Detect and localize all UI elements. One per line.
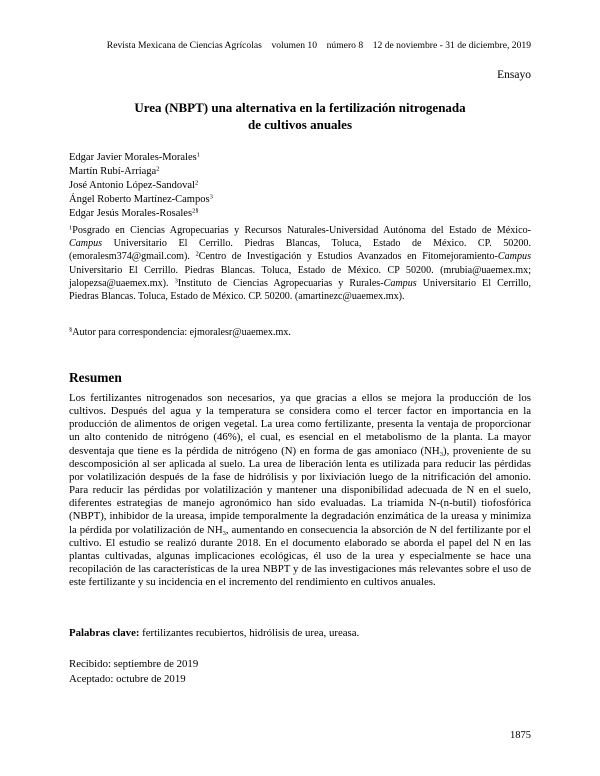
corresponding-author (69, 327, 291, 338)
title-line-2: de cultivos anuales (247, 117, 352, 132)
author-sup: 2 (156, 165, 160, 173)
author (69, 151, 213, 165)
journal-number: número 8 (326, 40, 364, 51)
abstract-sub-1: 3 (439, 450, 443, 458)
author (69, 165, 213, 179)
author (69, 179, 213, 193)
keywords-label: Palabras clave: (69, 627, 140, 639)
article-type: Ensayo (497, 69, 531, 81)
abstract-text-2: ), proveniente de su descomposición al ser aplicada al suelo. La urea de liberación lenta es utilizada para reducir las pérdidas por volatilización después de la fase de hidrólisis y por lixiviación luego de la nitrificación del amonio. Para reducir las pérdidas por volatilización y mantener una disponibilidad adecuada de N en el suelo, diferentes estrategias de manejo agronómico han sido evaluadas. La triamida N-(n-butil) tiofosfórica (NBPT), inhibidor de la ureasa, impide temporalmente la degradación enzimática de la ureasa y minimiza la pérdida por volatilización de NH (69, 444, 531, 536)
affil-3-campus: Campus (383, 277, 417, 289)
author-list (69, 151, 213, 221)
article-title (70, 99, 530, 133)
received-date: Recibido: septiembre de 2019 (69, 658, 199, 670)
keywords (69, 627, 359, 639)
author-sup: 1 (196, 151, 200, 159)
affil-2-text: Centro de Investigación y Estudios Avanzados en Fitomejoramiento- (198, 251, 498, 263)
affil-1-text: Posgrado en Ciencias Agropecuarias y Recursos Naturales-Universidad Autónoma del Estado de México- (72, 225, 531, 236)
affil-1-text-2: Universitario El Cerrillo. Piedras Blancas, Toluca, Estado de México. CP. 50200. (emoralesm374@gmail.com). (69, 238, 531, 263)
corresponding-sup: § (69, 326, 73, 334)
abstract-body (69, 392, 531, 589)
journal-dates: 12 de noviembre - 31 de diciembre, 2019 (372, 40, 531, 51)
author-sup: 2§ (192, 207, 199, 215)
abstract-heading: Resumen (69, 370, 122, 385)
affil-sup-1: 1 (69, 224, 73, 232)
abstract-text-3: , aumentando en consecuencia la absorción de N del fertilizante por el cultivo. El estudio se realizó durante 2018. En el documento elaborado se aborda el papel del N en las plantas cultivadas, algunas implicaciones ecológicas, él uso de la urea y especialmente se hace una recopilación de las características de la urea NBPT y de las investigaciones más relevantes sobre el uso de este fertilizante y su incidencia en el incremento del rendimiento en cultivos anuales. (69, 523, 531, 589)
affil-sup-3: 3 (174, 277, 178, 285)
submission-dates (69, 657, 198, 686)
author-name: Edgar Javier Morales-Morales (69, 152, 197, 163)
affiliations (69, 224, 531, 303)
affil-2-campus: Campus (497, 251, 531, 263)
author-name: Martín Rubí-Arriaga (69, 166, 157, 177)
journal-name: Revista Mexicana de Ciencias Agrícolas (106, 40, 262, 51)
author (69, 193, 213, 207)
author-sup: 2 (194, 179, 199, 187)
author-name: Ángel Roberto Martínez-Campos (69, 194, 210, 205)
running-header (107, 40, 531, 51)
keywords-text: fertilizantes recubiertos, hidrólisis de urea, ureasa. (139, 627, 360, 639)
accepted-date: Aceptado: octubre de 2019 (69, 672, 186, 685)
affil-3-text: Instituto de Ciencias Agropecuarias y Rurales- (177, 277, 384, 289)
author-name: Edgar Jesús Morales-Rosales (69, 208, 193, 219)
title-line-1: Urea (NBPT) una alternativa en la fertilización nitrogenada (134, 100, 466, 115)
author-name: José Antonio López-Sandoval (69, 180, 195, 191)
author-sup: 3 (209, 193, 213, 201)
affil-3-text-2: Universitario El Cerrillo, Piedras Blancas. Toluca, Estado de México. CP. 50200. (amartinezc@uaemex.mx). (69, 277, 531, 303)
journal-volume: volumen 10 (271, 40, 318, 51)
affil-2-text-2: Universitario El Cerrillo. Piedras Blancas. Toluca, Estado de México. CP 50200. (mrubia@uaemex.mx; jalopezsa@uaemex.mx). (69, 264, 531, 289)
page-number: 1875 (510, 730, 531, 741)
affil-sup-2: 2 (195, 250, 199, 258)
author (69, 207, 213, 221)
abstract-text-1: Los fertilizantes nitrogenados son necesarios, ya que gracias a ellos se mejora la producción de los cultivos. Después del agua y la temperatura se considera como el tercer factor en importancia en la producción de alimentos de origen vegetal. La urea como fertilizante, presenta la ventaja de proporcionar un alto contenido de nitrógeno (46%), el cual, es esencial en el metabolismo de la planta. La mayor desventaja que tiene es la pérdida de nitrógeno (N) en forma de gas amoniaco (NH (69, 392, 531, 457)
corresponding-text: Autor para correspondencia: ejmoralesr@uaemex.mx. (72, 327, 291, 338)
abstract-sub-2: 3 (222, 529, 226, 537)
affil-1-campus: Campus (69, 238, 103, 250)
